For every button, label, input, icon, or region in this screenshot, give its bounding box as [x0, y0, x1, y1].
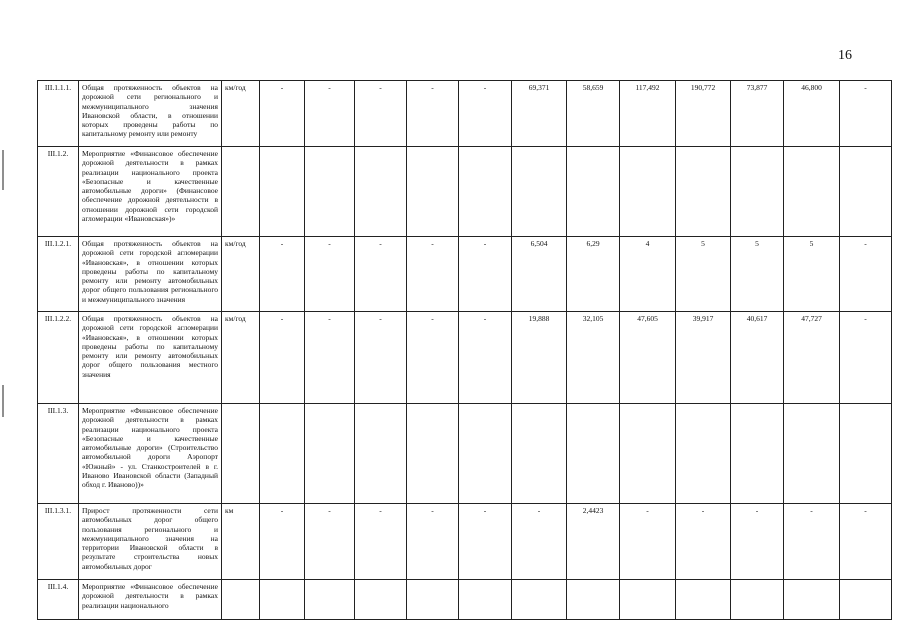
- row-value: -: [305, 504, 355, 580]
- row-value: 40,617: [731, 312, 784, 404]
- table-row: [38, 147, 892, 237]
- row-value: -: [459, 312, 512, 404]
- row-value: -: [305, 81, 355, 147]
- row-name: Прирост протяженности сети автомобильных дорог общего пользования регионального и межмуниципального значения на территории Ивановской области в результате строительства новых автомобильных дорог: [79, 504, 222, 580]
- row-value: [355, 404, 407, 504]
- row-value: -: [784, 504, 840, 580]
- row-value: 6,29: [567, 237, 620, 312]
- row-value: -: [260, 504, 305, 580]
- row-value: [459, 404, 512, 504]
- row-value: [567, 580, 620, 620]
- table-row: [38, 504, 892, 580]
- row-unit: км/год: [222, 237, 260, 312]
- row-value: -: [305, 312, 355, 404]
- row-value: 46,800: [784, 81, 840, 147]
- row-value: [784, 147, 840, 237]
- row-value: -: [407, 504, 459, 580]
- row-value: [260, 147, 305, 237]
- row-code: III.1.2.1.: [38, 237, 79, 312]
- row-value: 2,4423: [567, 504, 620, 580]
- row-value: 117,492: [620, 81, 676, 147]
- row-value: 39,917: [676, 312, 731, 404]
- row-value: -: [355, 312, 407, 404]
- row-value: [620, 404, 676, 504]
- row-value: -: [407, 237, 459, 312]
- row-code: III.1.3.: [38, 404, 79, 504]
- row-value: [459, 147, 512, 237]
- table-row: [38, 237, 892, 312]
- table-row: [38, 81, 892, 147]
- scan-edge-mark: [2, 385, 4, 417]
- row-value: 5: [731, 237, 784, 312]
- row-value: 5: [784, 237, 840, 312]
- table-row: [38, 312, 892, 404]
- row-value: [731, 580, 784, 620]
- row-value: [731, 404, 784, 504]
- row-value: [305, 580, 355, 620]
- row-value: [459, 580, 512, 620]
- row-value: 6,504: [512, 237, 567, 312]
- row-value: [305, 147, 355, 237]
- row-value: [512, 404, 567, 504]
- row-name: Общая протяженность объектов на дорожной сети городской агломерации «Ивановская», в отношении которых проведены работы по капитальному ремонту или ремонту автомобильных дорог общего пользования регионального и межмуниципального значения: [79, 237, 222, 312]
- row-value: [620, 147, 676, 237]
- row-value: [407, 580, 459, 620]
- row-value: -: [355, 504, 407, 580]
- row-value: 32,105: [567, 312, 620, 404]
- row-code: III.1.3.1.: [38, 504, 79, 580]
- row-value: [512, 147, 567, 237]
- row-value: 73,877: [731, 81, 784, 147]
- row-code: III.1.4.: [38, 580, 79, 620]
- row-value: [784, 404, 840, 504]
- row-value: -: [840, 504, 892, 580]
- row-value: 19,888: [512, 312, 567, 404]
- row-unit: км: [222, 504, 260, 580]
- row-value: -: [840, 312, 892, 404]
- row-value: [784, 580, 840, 620]
- row-value: [355, 580, 407, 620]
- row-value: [407, 404, 459, 504]
- table-row: [38, 580, 892, 620]
- row-value: -: [260, 237, 305, 312]
- row-value: 5: [676, 237, 731, 312]
- row-unit: [222, 147, 260, 237]
- row-name: Мероприятие «Финансовое обеспечение дорожной деятельности в рамках реализации национального: [79, 580, 222, 620]
- row-value: [731, 147, 784, 237]
- row-value: -: [676, 504, 731, 580]
- row-value: [407, 147, 459, 237]
- row-value: [676, 580, 731, 620]
- row-value: [620, 580, 676, 620]
- row-name: Мероприятие «Финансовое обеспечение дорожной деятельности в рамках реализации национального проекта «Безопасные и качественные автомобильные дороги» (Финансовое обеспечение дорожной деятельности в отношении дорожной сети городской агломерации «Ивановская»)»: [79, 147, 222, 237]
- row-value: [512, 580, 567, 620]
- row-value: -: [840, 237, 892, 312]
- row-value: [676, 404, 731, 504]
- row-value: [840, 147, 892, 237]
- row-value: -: [840, 81, 892, 147]
- row-value: -: [731, 504, 784, 580]
- row-name: Общая протяженность объектов на дорожной сети регионального и межмуниципального значения Ивановской области, в отношении которых проведены работы по капитальному ремонту или ремонту: [79, 81, 222, 147]
- row-value: -: [260, 81, 305, 147]
- row-value: [840, 580, 892, 620]
- row-value: 190,772: [676, 81, 731, 147]
- row-code: III.1.1.1.: [38, 81, 79, 147]
- row-value: [260, 404, 305, 504]
- row-value: 47,727: [784, 312, 840, 404]
- row-value: 69,371: [512, 81, 567, 147]
- row-value: [305, 404, 355, 504]
- row-value: [260, 580, 305, 620]
- row-code: III.1.2.2.: [38, 312, 79, 404]
- row-value: [355, 147, 407, 237]
- row-value: [567, 147, 620, 237]
- row-value: 4: [620, 237, 676, 312]
- indicator-table: [37, 80, 892, 620]
- page-number: 16: [838, 48, 852, 63]
- row-value: -: [407, 312, 459, 404]
- row-value: [676, 147, 731, 237]
- row-value: -: [407, 81, 459, 147]
- row-unit: км/год: [222, 81, 260, 147]
- row-value: -: [260, 312, 305, 404]
- row-value: [567, 404, 620, 504]
- row-name: Мероприятие «Финансовое обеспечение дорожной деятельности в рамках реализации национального проекта «Безопасные и качественные автомобильные дороги» (Строительство автомобильной дороги Аэропорт «Южный» - ул. Станкостроителей в г. Иваново Ивановской области (Западный обход г. Иваново))»: [79, 404, 222, 504]
- row-value: -: [459, 237, 512, 312]
- row-unit: [222, 404, 260, 504]
- row-value: -: [305, 237, 355, 312]
- table-body: [38, 81, 892, 620]
- row-value: -: [355, 81, 407, 147]
- row-value: 58,659: [567, 81, 620, 147]
- row-code: III.1.2.: [38, 147, 79, 237]
- row-value: 47,605: [620, 312, 676, 404]
- row-unit: [222, 580, 260, 620]
- row-value: -: [512, 504, 567, 580]
- row-name: Общая протяженность объектов на дорожной сети городской агломерации «Ивановская», в отношении которых проведены работы по капитальному ремонту или ремонту автомобильных дорог общего пользования местного значения: [79, 312, 222, 404]
- row-unit: км/год: [222, 312, 260, 404]
- row-value: -: [459, 81, 512, 147]
- row-value: [840, 404, 892, 504]
- row-value: -: [355, 237, 407, 312]
- table-row: [38, 404, 892, 504]
- row-value: -: [459, 504, 512, 580]
- row-value: -: [620, 504, 676, 580]
- scan-edge-mark: [2, 150, 4, 190]
